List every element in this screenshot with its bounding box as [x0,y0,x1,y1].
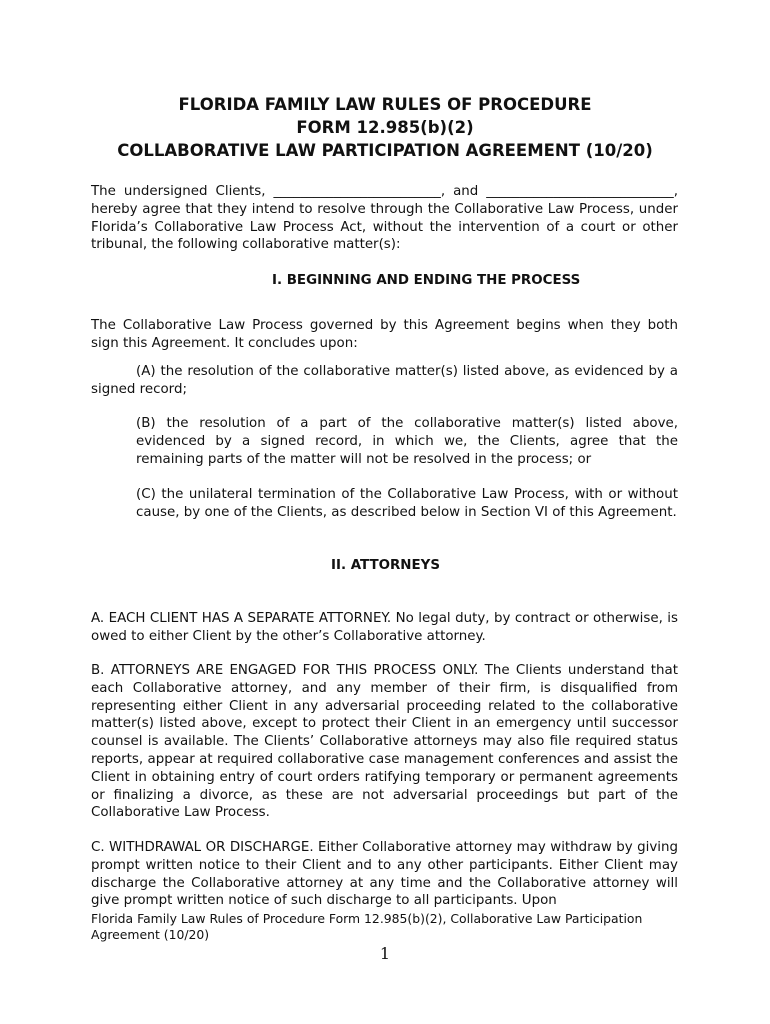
intro-text-a: The undersigned Clients, [91,184,274,199]
document-title-line3: COLLABORATIVE LAW PARTICIPATION AGREEMENT (10/20) [117,141,653,160]
intro-paragraph [91,183,678,254]
client1-name-blank: _________________________ [273,184,441,199]
footer-line1: Florida Family Law Rules of Procedure Form 12.985(b)(2), Collaborative Law Participation [91,911,643,926]
section2-paragraph-c: C. WITHDRAWAL OR DISCHARGE. Either Collaborative attorney may withdraw by giving prompt written notice to their Client and to any other participants. Either Client may discharge the Collaborative attorney at any time and the Collaborative attorney will give prompt written notice of such discharge to all participants. Upon [91,840,678,909]
section2-paragraph-b: B. ATTORNEYS ARE ENGAGED FOR THIS PROCESS ONLY. The Clients understand that each Collaborative attorney, and any member of their firm, is disqualified from representing either Client in any adversarial proceeding related to the collaborative matter(s) listed above, except to protect their Client in an emergency until successor counsel is available. The Clients’ Collaborative attorneys may also file required status reports, appear at required collaborative case management conferences and assist the Client in obtaining entry of court orders ratifying temporary or permanent agreements or finalizing a divorce, as these are not adversarial proceedings but part of the Collaborative Law Process. [91,663,678,821]
section2-heading: II. ATTORNEYS [331,558,441,573]
section1-item-a: (A) the resolution of the collaborative matter(s) listed above, as evidenced by a signed record; [91,364,678,397]
section1-paragraph: The Collaborative Law Process governed by this Agreement begins when they both sign this Agreement. It concludes upon: [91,318,678,351]
client2-name-blank: ____________________________ [486,184,674,199]
page-number: 1 [379,944,391,963]
intro-text-c: , hereby agree that they intend to resolve through the Collaborative Law Process, under Florida’s Collaborative Law Process Act, without the intervention of a court or other tribunal, the following collaborative matter(s): [91,184,678,253]
document-title-line1: FLORIDA FAMILY LAW RULES OF PROCEDURE [178,95,592,114]
page-footer [91,911,691,942]
footer-line2: Agreement (10/20) [91,926,210,942]
intro-text-b: , and [440,184,487,199]
section1-item-c: (C) the unilateral termination of the Collaborative Law Process, with or without cause, by one of the Clients, as described below in Section VI of this Agreement. [136,487,678,520]
section2-paragraph-a: A. EACH CLIENT HAS A SEPARATE ATTORNEY. No legal duty, by contract or otherwise, is owed to either Client by the other’s Collaborative attorney. [91,611,678,644]
document-form-number: FORM 12.985(b)(2) [296,118,474,137]
section1-heading: I. BEGINNING AND ENDING THE PROCESS [272,273,581,288]
section1-item-b: (B) the resolution of a part of the collaborative matter(s) listed above, evidenced by a signed record, in which we, the Clients, agree that the remaining parts of the matter will not be resolved in the process; or [136,416,678,467]
